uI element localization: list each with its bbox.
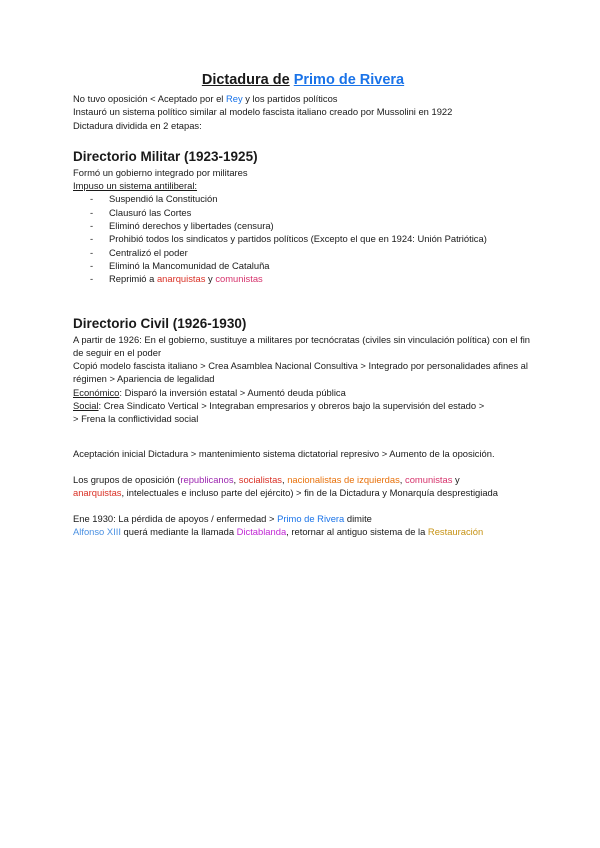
- grupos-line1: [73, 473, 533, 486]
- final-text: querá mediante la llamada: [120, 525, 237, 537]
- dash-marker: -: [90, 259, 94, 271]
- list-item-text: Clausuró las Cortes: [109, 206, 192, 218]
- grupos-text-end: , intelectuales e incluso parte del ejército) > fin de la Dictadura y Monarquía desprestigiada: [121, 487, 498, 499]
- militar-list: [73, 192, 533, 285]
- grupos-text: Los grupos de oposición (: [73, 473, 181, 485]
- conjunction: y: [452, 473, 460, 485]
- civil-economico: [73, 386, 533, 399]
- conjunction: y: [205, 273, 216, 285]
- dash-marker: -: [90, 193, 94, 205]
- list-item-text: Eliminó derechos y libertades (censura): [109, 220, 274, 232]
- final-text-end: dimite: [344, 512, 372, 524]
- final-text: , retornar al antiguo sistema de la: [286, 525, 428, 537]
- list-item-text: Eliminó la Mancomunidad de Cataluña: [109, 259, 270, 271]
- final-line2: [73, 525, 533, 538]
- list-item-text: Prohibió todos los sindicatos y partidos políticos (Excepto el que en 1924: Unión Patriótica): [109, 233, 487, 245]
- list-item: [73, 206, 533, 219]
- dash-marker: -: [90, 246, 94, 258]
- document-page: [73, 72, 533, 538]
- dash-marker: -: [90, 206, 94, 218]
- rey-term: Rey: [225, 93, 243, 104]
- comma: ,: [233, 473, 239, 485]
- grupos-line2: [73, 486, 533, 499]
- primo-term: Primo de Rivera: [277, 512, 345, 524]
- title-part1: Dictadura de: [201, 72, 290, 88]
- intro-line2: Instauró un sistema político similar al modelo fascista italiano creado por Mussolini en 1922: [73, 106, 453, 118]
- dictablanda-term: Dictablanda: [236, 525, 287, 537]
- economico-label: Económico: [73, 386, 120, 398]
- list-item: [73, 192, 533, 205]
- intro-line1-end: y los partidos políticos: [242, 93, 338, 104]
- civil-social-cont: > Frena la conflictividad social: [73, 413, 199, 425]
- list-item: [73, 219, 533, 232]
- militar-line1: Formó un gobierno integrado por militares: [73, 166, 248, 178]
- comma: ,: [399, 473, 406, 485]
- anarquistas-term: anarquistas: [156, 273, 206, 285]
- nacionalistas-term: nacionalistas de izquierdas: [287, 473, 400, 485]
- final-text: Ene 1930: La pérdida de apoyos / enfermedad >: [73, 512, 278, 524]
- list-item-text: Suspendió la Constitución: [109, 193, 218, 205]
- anarquistas-term: anarquistas: [73, 487, 122, 499]
- republicanos-term: republicanos: [180, 473, 234, 485]
- dash-marker: -: [90, 220, 94, 232]
- title-part2: Primo de Rivera: [293, 72, 405, 88]
- list-item: [73, 272, 533, 285]
- comunistas-term: comunistas: [215, 273, 263, 285]
- militar-line2: Impuso un sistema antiliberal:: [73, 180, 198, 192]
- civil-social: [73, 399, 533, 412]
- list-item: [73, 232, 533, 245]
- list-item-text: Centralizó el poder: [109, 246, 188, 258]
- aceptacion-line: Aceptación inicial Dictadura > mantenimiento sistema dictatorial represivo > Aumento de la oposición.: [73, 447, 495, 459]
- social-text: : Crea Sindicato Vertical > Integraban empresarios y obreros bajo la supervisión del estado >: [98, 400, 485, 412]
- alfonso-term: Alfonso XIII: [73, 525, 121, 537]
- comma: ,: [282, 473, 288, 485]
- page-title: [73, 72, 533, 88]
- intro-line1: [73, 92, 533, 105]
- intro-line1-text: No tuvo oposición < Aceptado por el: [73, 93, 226, 104]
- restauracion-term: Restauración: [427, 525, 484, 537]
- list-item: [73, 246, 533, 259]
- economico-text: : Disparó la inversión estatal > Aumentó deuda pública: [119, 386, 346, 398]
- final-line1: [73, 512, 533, 525]
- social-label: Social: [73, 400, 99, 412]
- list-item: [73, 259, 533, 272]
- dash-marker: -: [90, 233, 94, 245]
- intro-line3: Dictadura dividida en 2 etapas:: [73, 119, 202, 131]
- civil-p1: A partir de 1926: En el gobierno, sustituye a militares por tecnócratas (civiles sin vinculación política) con el fin de seguir en el poder: [73, 333, 530, 358]
- socialistas-term: socialistas: [238, 473, 282, 485]
- section-heading-militar: Directorio Militar (1923-1925): [73, 148, 258, 164]
- list-item-text: Reprimió a: [109, 273, 157, 285]
- section-heading-civil: Directorio Civil (1926-1930): [73, 315, 247, 331]
- comunistas-term: comunistas: [405, 473, 453, 485]
- civil-p2: Copió modelo fascista italiano > Crea Asamblea Nacional Consultiva > Integrado por personalidades afines al régimen > Apariencia de legalidad: [73, 360, 528, 385]
- dash-marker: -: [90, 273, 94, 285]
